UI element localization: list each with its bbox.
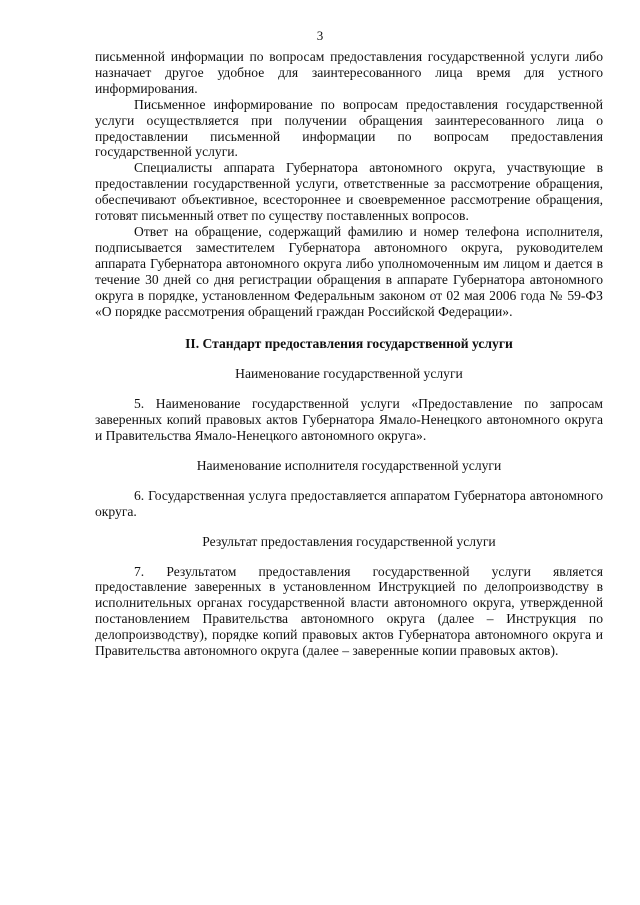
subheading-result: Результат предоставления государственной услуги xyxy=(202,533,496,549)
section-heading: II. Стандарт предоставления государственной услуги xyxy=(185,336,513,352)
paragraph-written-informing: Письменное информирование по вопросам предоставления государственной услуги осуществляется при получении обращения заинтересованного лица о предоставлении письменной информации по вопросам предоставления государственной услуги. xyxy=(95,96,603,160)
document-body xyxy=(95,49,603,659)
item-7: 7. Результатом предоставления государственной услуги является предоставление заверенных в установленном Инструкцией по делопроизводству в исполнительных органах государственной власти автономного округа, утвержденной постановлением Правительства автономного округа (далее – Инструкция по делопроизводству), порядке копий правовых актов Губернатора автономного округа и Правительства автономного округа (далее – заверенные копии правовых актов). xyxy=(95,563,603,659)
paragraph-specialists: Специалисты аппарата Губернатора автономного округа, участвующие в предоставлении государственной услуги, ответственные за рассмотрение обращения, обеспечивают объективное, всестороннее и своевременное рассмотрение обращения, готовят письменный ответ по существу поставленных вопросов. xyxy=(95,160,603,224)
page-number: 3 xyxy=(316,28,324,43)
paragraph-response: Ответ на обращение, содержащий фамилию и номер телефона исполнителя, подписывается заместителем Губернатора автономного округа, руководителем аппарата Губернатора автономного округа либо уполномоченным им лицом и дается в течение 30 дней со дня регистрации обращения в аппарате Губернатора автономного округа в порядке, установленном Федеральным законом от 02 мая 2006 года № 59-ФЗ «О порядке рассмотрения обращений граждан Российской Федерации». xyxy=(95,223,603,319)
item-6: 6. Государственная услуга предоставляется аппаратом Губернатора автономного округа. xyxy=(95,487,603,519)
paragraph-continuation: письменной информации по вопросам предоставления государственной услуги либо назначает другое удобное для заинтересованного лица время для устного информирования. xyxy=(95,49,603,96)
item-5: 5. Наименование государственной услуги «Предоставление по запросам заверенных копий правовых актов Губернатора Ямало-Ненецкого автономного округа и Правительства Ямало-Ненецкого автономного округа». xyxy=(95,396,603,444)
subheading-service-name: Наименование государственной услуги xyxy=(235,366,463,382)
subheading-executor: Наименование исполнителя государственной услуги xyxy=(196,457,502,473)
